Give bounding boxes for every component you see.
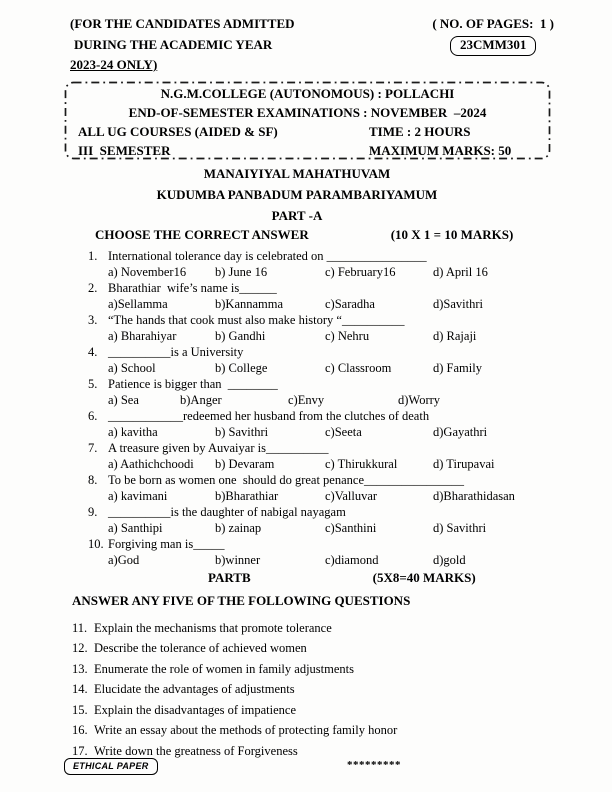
option: a) Sea [108, 392, 139, 407]
question-text: Describe the tolerance of achieved women [94, 641, 307, 656]
question-number: 17. [72, 744, 88, 759]
question-number: 6. [88, 408, 98, 423]
mcq-question [88, 376, 612, 408]
option: b) June 16 [215, 264, 268, 279]
pages-note: ( NO. OF PAGES: 1 ) [432, 16, 554, 31]
part-a-instruction: CHOOSE THE CORRECT ANSWER [95, 226, 309, 242]
candidates-note [70, 14, 295, 76]
question-number: 14. [72, 682, 88, 697]
option: b) College [215, 360, 268, 375]
option: b) zainap [215, 520, 262, 535]
paper-title-line1: MANAIYIYAL MAHATHUVAM [203, 165, 391, 181]
part-b-questions [72, 618, 612, 762]
option: a)God [108, 552, 140, 567]
essay-question [72, 659, 612, 680]
question-number: 11. [72, 620, 88, 635]
question-text: Patience is bigger than ________ [108, 376, 278, 391]
option: b) Devaram [215, 456, 275, 471]
option: c)Seeta [325, 424, 362, 439]
end-of-paper-stars: ********* [347, 759, 401, 771]
option: c)Saradha [325, 296, 375, 311]
part-a-questions [88, 248, 612, 568]
option: a) kavitha [108, 424, 158, 439]
part-a-heading: PART -A [271, 207, 323, 223]
option: b) Gandhi [215, 328, 266, 343]
question-number: 16. [72, 723, 88, 738]
question-number: 10. [88, 536, 104, 551]
option: b) Savithri [215, 424, 269, 439]
part-b-instruction: ANSWER ANY FIVE OF THE FOLLOWING QUESTIONS [72, 592, 411, 608]
question-text: International tolerance day is celebrated on ________________ [108, 248, 427, 263]
option: c)Valluvar [325, 488, 378, 503]
option: a) School [108, 360, 156, 375]
option: c) Thirukkural [325, 456, 398, 471]
exam-session: END-OF-SEMESTER EXAMINATIONS : NOVEMBER –2024 [128, 104, 487, 120]
options-row [108, 488, 612, 504]
part-b-heading: PARTB [208, 569, 251, 585]
mcq-question [88, 248, 612, 280]
option: c)diamond [325, 552, 379, 567]
question-number: 15. [72, 702, 88, 717]
essay-question [72, 618, 612, 639]
essay-question [72, 700, 612, 721]
option: c)Envy [288, 392, 325, 407]
options-row [108, 552, 612, 568]
semester-marks-row [64, 141, 551, 160]
option: b)winner [215, 552, 261, 567]
option: b)Bharathiar [215, 488, 279, 503]
options-row [108, 264, 612, 280]
page-footer [0, 758, 612, 780]
question-number: 7. [88, 440, 98, 455]
question-text: Write down the greatness of Forgiveness [94, 744, 298, 759]
header-right [432, 14, 554, 76]
option: a) Santhipi [108, 520, 163, 535]
option: b)Kannamma [215, 296, 284, 311]
courses-time-row [64, 122, 551, 141]
ethical-paper-badge: ETHICAL PAPER [64, 758, 158, 775]
mcq-question [88, 408, 612, 440]
option: b)Anger [180, 392, 222, 407]
max-marks-label: MAXIMUM MARKS: 50 [369, 142, 512, 158]
option: d)Worry [398, 392, 441, 407]
question-text: Forgiving man is_____ [108, 536, 225, 551]
options-row [108, 360, 612, 376]
option: d)Savithri [433, 296, 483, 311]
part-b-marks: (5X8=40 MARKS) [372, 569, 476, 585]
mcq-question [88, 280, 612, 312]
question-text: ____________redeemed her husband from the clutches of death [108, 408, 430, 423]
mcq-question [88, 312, 612, 344]
option: a) November16 [108, 264, 187, 279]
candidates-note-line2: DURING THE ACADEMIC YEAR [74, 36, 273, 52]
options-row [108, 456, 612, 472]
question-number: 4. [88, 344, 98, 359]
mcq-question [88, 472, 612, 504]
option: d) Rajaji [433, 328, 477, 343]
option: d)Gayathri [433, 424, 488, 439]
question-text: “The hands that cook must also make history “__________ [108, 312, 405, 327]
mcq-question [88, 344, 612, 376]
question-text: Explain the mechanisms that promote tolerance [94, 620, 332, 635]
option: c) February16 [325, 264, 396, 279]
option: d)gold [433, 552, 466, 567]
paper-title-line2: KUDUMBA PANBADUM PARAMBARIYAMUM [156, 186, 438, 202]
candidates-note-line3: 2023-24 ONLY) [70, 57, 158, 72]
option: d)Bharathidasan [433, 488, 515, 503]
option: a)Sellamma [108, 296, 168, 311]
option: d) Tirupavai [433, 456, 495, 471]
question-text: To be born as women one should do great penance________________ [108, 472, 464, 487]
option: d) Family [433, 360, 482, 375]
question-number: 1. [88, 248, 98, 263]
mcq-question [88, 536, 612, 568]
part-b-heading-row [208, 570, 612, 586]
option: a) kavimani [108, 488, 168, 503]
option: c) Nehru [325, 328, 370, 343]
options-row [108, 328, 612, 344]
part-a-instruction-row [95, 227, 612, 243]
option: c)Santhini [325, 520, 377, 535]
options-row [108, 520, 612, 536]
candidates-note-line1: (FOR THE CANDIDATES ADMITTED [70, 16, 295, 31]
essay-question [72, 720, 612, 741]
page-header [0, 0, 612, 76]
question-number: 13. [72, 661, 88, 676]
mcq-question [88, 440, 612, 472]
course-code-badge: 23CMM301 [450, 36, 536, 56]
options-row [108, 296, 612, 312]
essay-question [72, 679, 612, 700]
mcq-question [88, 504, 612, 536]
question-number: 8. [88, 472, 98, 487]
question-text: A treasure given by Auvaiyar is__________ [108, 440, 329, 455]
question-text: Elucidate the advantages of adjustments [94, 682, 295, 697]
question-number: 12. [72, 641, 88, 656]
time-label: TIME : 2 HOURS [369, 123, 471, 139]
question-number: 5. [88, 376, 98, 391]
option: a) Aathichchoodi [108, 456, 194, 471]
question-number: 3. [88, 312, 98, 327]
question-text: __________is a University [108, 344, 244, 359]
question-text: Enumerate the role of women in family adjustments [94, 661, 354, 676]
part-a-marks: (10 X 1 = 10 MARKS) [390, 226, 514, 242]
question-text: Write an essay about the methods of protecting family honor [94, 723, 398, 738]
question-text: Explain the disadvantages of impatience [94, 702, 297, 717]
option: d) Savithri [433, 520, 487, 535]
options-row [108, 392, 612, 408]
question-text: __________is the daughter of nabigal nayagam [108, 504, 346, 519]
options-row [108, 424, 612, 440]
option: d) April 16 [433, 264, 488, 279]
option: c) Classroom [325, 360, 392, 375]
exam-info-box [64, 81, 551, 160]
college-name: N.G.M.COLLEGE (AUTONOMOUS) : POLLACHI [160, 85, 455, 101]
question-number: 9. [88, 504, 98, 519]
option: a) Bharahiyar [108, 328, 177, 343]
essay-question [72, 638, 612, 659]
semester-label: III SEMESTER [78, 142, 171, 158]
question-text: Bharathiar wife’s name is______ [108, 280, 277, 295]
question-number: 2. [88, 280, 98, 295]
courses-label: ALL UG COURSES (AIDED & SF) [78, 123, 278, 139]
